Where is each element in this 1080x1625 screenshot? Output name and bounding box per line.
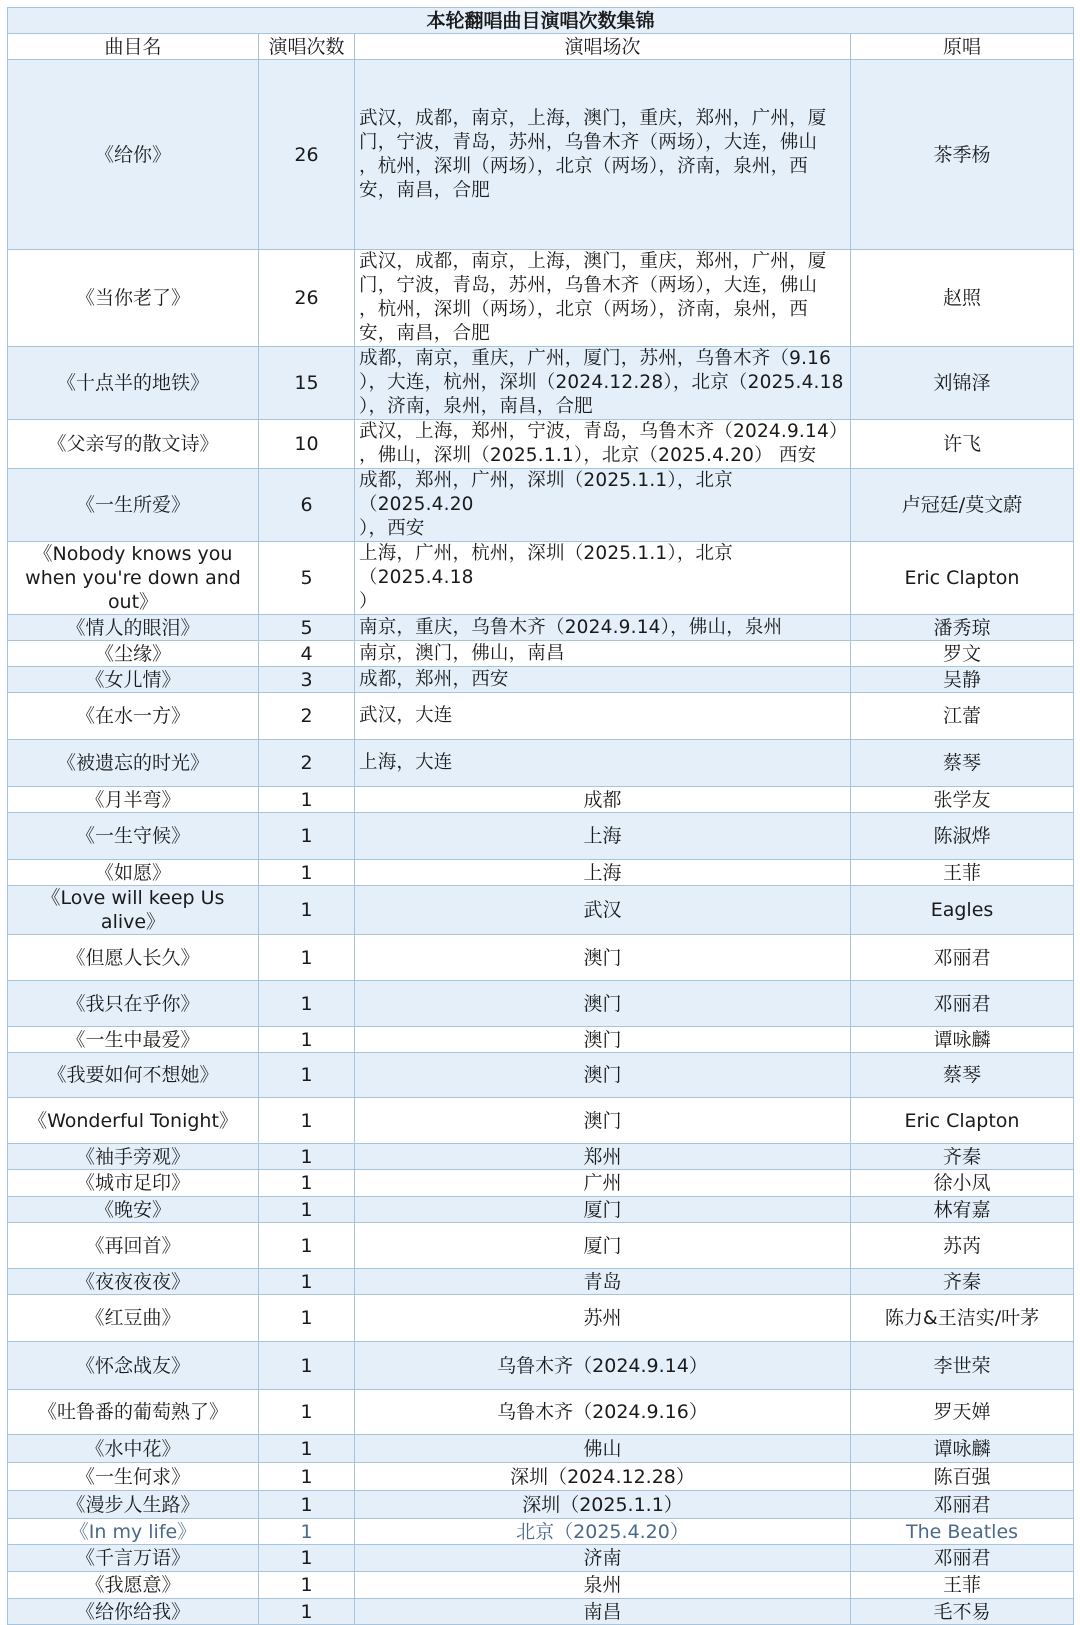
- venues-cell: [355, 1269, 851, 1295]
- performance-count-cell: 1: [259, 1463, 355, 1491]
- table-row: [8, 542, 1074, 615]
- venue-line: ），济南，泉州，南昌，合肥: [359, 396, 593, 417]
- venues-cell: [355, 1599, 851, 1625]
- song-title-cell: 《Nobody knows you when you're down and out》: [8, 542, 259, 615]
- performance-count-cell: 5: [259, 542, 355, 615]
- venues-cell: [355, 542, 851, 615]
- venue-line: 乌鲁木齐（2024.9.16）: [497, 1401, 708, 1423]
- song-title-cell: 《水中花》: [8, 1435, 259, 1463]
- song-title-cell: 《袖手旁观》: [8, 1144, 259, 1170]
- song-title-cell: 《我愿意》: [8, 1572, 259, 1599]
- venue-line: 澳门: [583, 1109, 622, 1132]
- performance-count-cell: 1: [259, 1170, 355, 1197]
- table-row: [8, 787, 1074, 813]
- original-artist-cell: 吴静: [851, 667, 1074, 693]
- original-artist-cell: 邓丽君: [851, 935, 1074, 981]
- table-row: [8, 1519, 1074, 1545]
- table-row: [8, 1223, 1074, 1269]
- performance-count-cell: 1: [259, 813, 355, 860]
- original-artist-cell: 刘锦泽: [851, 347, 1074, 420]
- table-row: [8, 347, 1074, 420]
- table-row: [8, 1197, 1074, 1223]
- original-artist-cell: 王菲: [851, 1572, 1074, 1599]
- original-artist-cell: 罗文: [851, 641, 1074, 667]
- venues-cell: [355, 1144, 851, 1170]
- table-row: [8, 1144, 1074, 1170]
- table-title: 本轮翻唱曲目演唱次数集锦: [8, 8, 1074, 34]
- table-row: [8, 740, 1074, 787]
- table-row: [8, 1599, 1074, 1625]
- venues-cell: [355, 981, 851, 1027]
- table-row: [8, 1463, 1074, 1491]
- original-artist-cell: 陈百强: [851, 1463, 1074, 1491]
- table-row: [8, 667, 1074, 693]
- table-row: [8, 693, 1074, 740]
- table-row: [8, 615, 1074, 641]
- table-row: [8, 1435, 1074, 1463]
- table-row: [8, 60, 1074, 250]
- song-title-cell: 《红豆曲》: [8, 1295, 259, 1342]
- original-artist-cell: 王菲: [851, 860, 1074, 886]
- venue-line: 泉州: [583, 1574, 622, 1596]
- original-artist-cell: 茶季杨: [851, 60, 1074, 250]
- song-title-cell: 《给你给我》: [8, 1599, 259, 1625]
- original-artist-cell: 蔡琴: [851, 1053, 1074, 1098]
- table-row: [8, 1098, 1074, 1144]
- song-title-cell: 《月半弯》: [8, 787, 259, 813]
- original-artist-cell: 毛不易: [851, 1599, 1074, 1625]
- venue-line: 澳门: [583, 946, 622, 969]
- original-artist-cell: 邓丽君: [851, 981, 1074, 1027]
- song-title-cell: 《父亲写的散文诗》: [8, 420, 259, 469]
- venues-cell: [355, 1197, 851, 1223]
- venue-line: 武汉，成都，南京，上海，澳门，重庆，郑州，广州，厦: [359, 251, 827, 272]
- venue-line: 郑州: [583, 1145, 622, 1168]
- song-title-cell: 《女儿情》: [8, 667, 259, 693]
- venue-line: 武汉，成都，南京，上海，澳门，重庆，郑州，广州，厦: [359, 107, 827, 129]
- original-artist-cell: 谭咏麟: [851, 1027, 1074, 1053]
- venue-line: ）: [359, 591, 378, 612]
- table-row: [8, 1491, 1074, 1519]
- performance-count-cell: 15: [259, 347, 355, 420]
- venue-line: 深圳（2025.1.1）: [522, 1493, 683, 1516]
- venues-cell: [355, 1053, 851, 1098]
- venue-line: 南京，澳门，佛山，南昌: [359, 642, 565, 664]
- venue-line: 澳门: [583, 1028, 622, 1051]
- original-artist-cell: 张学友: [851, 787, 1074, 813]
- venues-cell: [355, 1027, 851, 1053]
- performance-count-cell: 26: [259, 60, 355, 250]
- venues-cell: [355, 693, 851, 740]
- venue-line: 上海: [583, 861, 622, 884]
- venue-line: 成都，郑州，广州，深圳（2025.1.1），北京（2025.4.20: [359, 470, 733, 515]
- venues-cell: [355, 1342, 851, 1390]
- venue-line: ，杭州，深圳（两场），北京（两场），济南，泉州，西: [359, 155, 809, 177]
- song-title-cell: 《十点半的地铁》: [8, 347, 259, 420]
- performance-count-cell: 1: [259, 935, 355, 981]
- venue-line: 厦门: [583, 1234, 622, 1257]
- performance-count-cell: 1: [259, 1197, 355, 1223]
- venues-cell: [355, 641, 851, 667]
- song-title-cell: 《一生何求》: [8, 1463, 259, 1491]
- venues-cell: [355, 469, 851, 542]
- column-header-song: 曲目名: [8, 34, 259, 60]
- song-title-cell: 《给你》: [8, 60, 259, 250]
- table-row: [8, 420, 1074, 469]
- venue-line: 深圳（2024.12.28）: [510, 1465, 695, 1488]
- performance-count-cell: 1: [259, 1098, 355, 1144]
- venues-cell: [355, 860, 851, 886]
- performance-count-cell: 1: [259, 1572, 355, 1599]
- song-title-cell: 《我只在乎你》: [8, 981, 259, 1027]
- original-artist-cell: 蔡琴: [851, 740, 1074, 787]
- venues-cell: [355, 60, 851, 250]
- venue-line: 成都，南京，重庆，广州，厦门，苏州，乌鲁木齐（9.16: [359, 348, 832, 369]
- original-artist-cell: 邓丽君: [851, 1545, 1074, 1572]
- table-row: [8, 250, 1074, 347]
- original-artist-cell: 齐秦: [851, 1269, 1074, 1295]
- original-artist-cell: The Beatles: [851, 1519, 1074, 1545]
- table-row: [8, 1390, 1074, 1435]
- performance-count-cell: 26: [259, 250, 355, 347]
- original-artist-cell: 邓丽君: [851, 1491, 1074, 1519]
- performance-count-cell: 10: [259, 420, 355, 469]
- table-row: [8, 860, 1074, 886]
- venues-cell: [355, 667, 851, 693]
- table-row: [8, 469, 1074, 542]
- song-title-cell: 《夜夜夜夜》: [8, 1269, 259, 1295]
- venue-line: ），西安: [359, 518, 425, 539]
- venue-line: 苏州: [583, 1307, 622, 1329]
- table-container: [7, 7, 1073, 1623]
- venue-line: 澳门: [583, 992, 622, 1015]
- venue-line: 青岛: [583, 1270, 622, 1293]
- song-title-cell: 《当你老了》: [8, 250, 259, 347]
- venues-cell: [355, 813, 851, 860]
- venues-cell: [355, 1463, 851, 1491]
- venues-cell: [355, 1519, 851, 1545]
- table-row: [8, 935, 1074, 981]
- venue-line: 南京，重庆，乌鲁木齐（2024.9.14），佛山，泉州: [359, 616, 783, 638]
- table-row: [8, 1295, 1074, 1342]
- venues-cell: [355, 1098, 851, 1144]
- song-title-cell: 《一生守候》: [8, 813, 259, 860]
- venue-line: 南昌: [583, 1600, 622, 1623]
- performance-count-cell: 5: [259, 615, 355, 641]
- venue-line: 北京（2025.4.20）: [516, 1520, 689, 1543]
- venue-line: 武汉，大连: [359, 705, 453, 726]
- song-title-cell: 《被遗忘的时光》: [8, 740, 259, 787]
- performance-count-cell: 1: [259, 1435, 355, 1463]
- song-title-cell: 《如愿》: [8, 860, 259, 886]
- venue-line: 上海，大连: [359, 752, 453, 773]
- performance-count-cell: 1: [259, 1545, 355, 1572]
- table-row: [8, 641, 1074, 667]
- original-artist-cell: 谭咏麟: [851, 1435, 1074, 1463]
- venue-line: 门，宁波，青岛，苏州，乌鲁木齐（两场），大连，佛山: [359, 131, 818, 153]
- column-header-venues: 演唱场次: [355, 34, 851, 60]
- song-title-cell: 《一生所爱》: [8, 469, 259, 542]
- cover-songs-table: [7, 7, 1074, 1625]
- original-artist-cell: 苏芮: [851, 1223, 1074, 1269]
- song-title-cell: 《我要如何不想她》: [8, 1053, 259, 1098]
- table-row: [8, 1545, 1074, 1572]
- original-artist-cell: 赵照: [851, 250, 1074, 347]
- original-artist-cell: 齐秦: [851, 1144, 1074, 1170]
- venues-cell: [355, 1435, 851, 1463]
- original-artist-cell: 潘秀琼: [851, 615, 1074, 641]
- venue-line: 武汉: [583, 899, 622, 921]
- venue-line: 厦门: [583, 1198, 622, 1221]
- column-header-original: 原唱: [851, 34, 1074, 60]
- performance-count-cell: 1: [259, 886, 355, 935]
- venues-cell: [355, 1545, 851, 1572]
- song-title-cell: 《情人的眼泪》: [8, 615, 259, 641]
- venue-line: 乌鲁木齐（2024.9.14）: [497, 1354, 708, 1377]
- venues-cell: [355, 1170, 851, 1197]
- performance-count-cell: 1: [259, 981, 355, 1027]
- performance-count-cell: 4: [259, 641, 355, 667]
- song-title-cell: 《Love will keep Us alive》: [8, 886, 259, 935]
- venue-line: ，杭州，深圳（两场），北京（两场），济南，泉州，西: [359, 299, 809, 320]
- song-title-cell: 《再回首》: [8, 1223, 259, 1269]
- venues-cell: [355, 886, 851, 935]
- performance-count-cell: 1: [259, 1053, 355, 1098]
- song-title-cell: 《在水一方》: [8, 693, 259, 740]
- venue-line: 佛山: [583, 1437, 622, 1460]
- venues-cell: [355, 787, 851, 813]
- performance-count-cell: 1: [259, 1342, 355, 1390]
- venue-line: 安，南昌，合肥: [359, 179, 490, 201]
- song-title-cell: 《晚安》: [8, 1197, 259, 1223]
- song-title-cell: 《Wonderful Tonight》: [8, 1098, 259, 1144]
- performance-count-cell: 6: [259, 469, 355, 542]
- performance-count-cell: 1: [259, 1390, 355, 1435]
- venue-line: 上海，广州，杭州，深圳（2025.1.1），北京（2025.4.18: [359, 543, 733, 588]
- song-title-cell: 《漫步人生路》: [8, 1491, 259, 1519]
- performance-count-cell: 1: [259, 860, 355, 886]
- song-title-cell: 《尘缘》: [8, 641, 259, 667]
- venue-line: 安，南昌，合肥: [359, 323, 490, 344]
- original-artist-cell: 罗天婵: [851, 1390, 1074, 1435]
- venues-cell: [355, 1295, 851, 1342]
- table-row: [8, 981, 1074, 1027]
- venues-cell: [355, 740, 851, 787]
- venues-cell: [355, 1491, 851, 1519]
- original-artist-cell: 林宥嘉: [851, 1197, 1074, 1223]
- venue-line: 成都: [583, 788, 622, 811]
- performance-count-cell: 2: [259, 740, 355, 787]
- performance-count-cell: 1: [259, 1269, 355, 1295]
- song-title-cell: 《千言万语》: [8, 1545, 259, 1572]
- table-row: [8, 1572, 1074, 1599]
- performance-count-cell: 1: [259, 787, 355, 813]
- original-artist-cell: 江蕾: [851, 693, 1074, 740]
- performance-count-cell: 1: [259, 1519, 355, 1545]
- venue-line: 济南: [583, 1547, 622, 1569]
- original-artist-cell: Eagles: [851, 886, 1074, 935]
- performance-count-cell: 2: [259, 693, 355, 740]
- performance-count-cell: 1: [259, 1491, 355, 1519]
- song-title-cell: 《In my life》: [8, 1519, 259, 1545]
- venue-line: 广州: [583, 1172, 622, 1194]
- song-title-cell: 《吐鲁番的葡萄熟了》: [8, 1390, 259, 1435]
- original-artist-cell: 陈淑烨: [851, 813, 1074, 860]
- venues-cell: [355, 615, 851, 641]
- table-row: [8, 1170, 1074, 1197]
- original-artist-cell: 卢冠廷/莫文蔚: [851, 469, 1074, 542]
- song-title-cell: 《怀念战友》: [8, 1342, 259, 1390]
- performance-count-cell: 1: [259, 1223, 355, 1269]
- song-title-cell: 《城市足印》: [8, 1170, 259, 1197]
- table-row: [8, 1342, 1074, 1390]
- column-header-count: 演唱次数: [259, 34, 355, 60]
- performance-count-cell: 1: [259, 1144, 355, 1170]
- venue-line: 上海: [583, 825, 622, 847]
- venue-line: 武汉，上海，郑州，宁波，青岛，乌鲁木齐（2024.9.14）: [359, 421, 848, 442]
- performance-count-cell: 1: [259, 1295, 355, 1342]
- venues-cell: [355, 1223, 851, 1269]
- venue-line: 门，宁波，青岛，苏州，乌鲁木齐（两场），大连，佛山: [359, 275, 818, 296]
- original-artist-cell: 陈力&王洁实/叶茅: [851, 1295, 1074, 1342]
- song-title-cell: 《一生中最爱》: [8, 1027, 259, 1053]
- venues-cell: [355, 347, 851, 420]
- song-title-cell: 《但愿人长久》: [8, 935, 259, 981]
- venues-cell: [355, 1390, 851, 1435]
- performance-count-cell: 3: [259, 667, 355, 693]
- performance-count-cell: 1: [259, 1599, 355, 1625]
- venues-cell: [355, 420, 851, 469]
- table-row: [8, 886, 1074, 935]
- venue-line: 成都，郑州，西安: [359, 668, 509, 690]
- table-row: [8, 813, 1074, 860]
- original-artist-cell: 李世荣: [851, 1342, 1074, 1390]
- table-row: [8, 1269, 1074, 1295]
- table-row: [8, 1027, 1074, 1053]
- venues-cell: [355, 250, 851, 347]
- venue-line: ，佛山，深圳（2025.1.1），北京（2025.4.20） 西安: [359, 445, 817, 466]
- venue-line: ），大连，杭州，深圳（2024.12.28），北京（2025.4.18: [359, 372, 844, 393]
- venues-cell: [355, 935, 851, 981]
- table-row: [8, 1053, 1074, 1098]
- venues-cell: [355, 1572, 851, 1599]
- performance-count-cell: 1: [259, 1027, 355, 1053]
- original-artist-cell: Eric Clapton: [851, 1098, 1074, 1144]
- original-artist-cell: 徐小凤: [851, 1170, 1074, 1197]
- original-artist-cell: 许飞: [851, 420, 1074, 469]
- venue-line: 澳门: [583, 1064, 622, 1086]
- original-artist-cell: Eric Clapton: [851, 542, 1074, 615]
